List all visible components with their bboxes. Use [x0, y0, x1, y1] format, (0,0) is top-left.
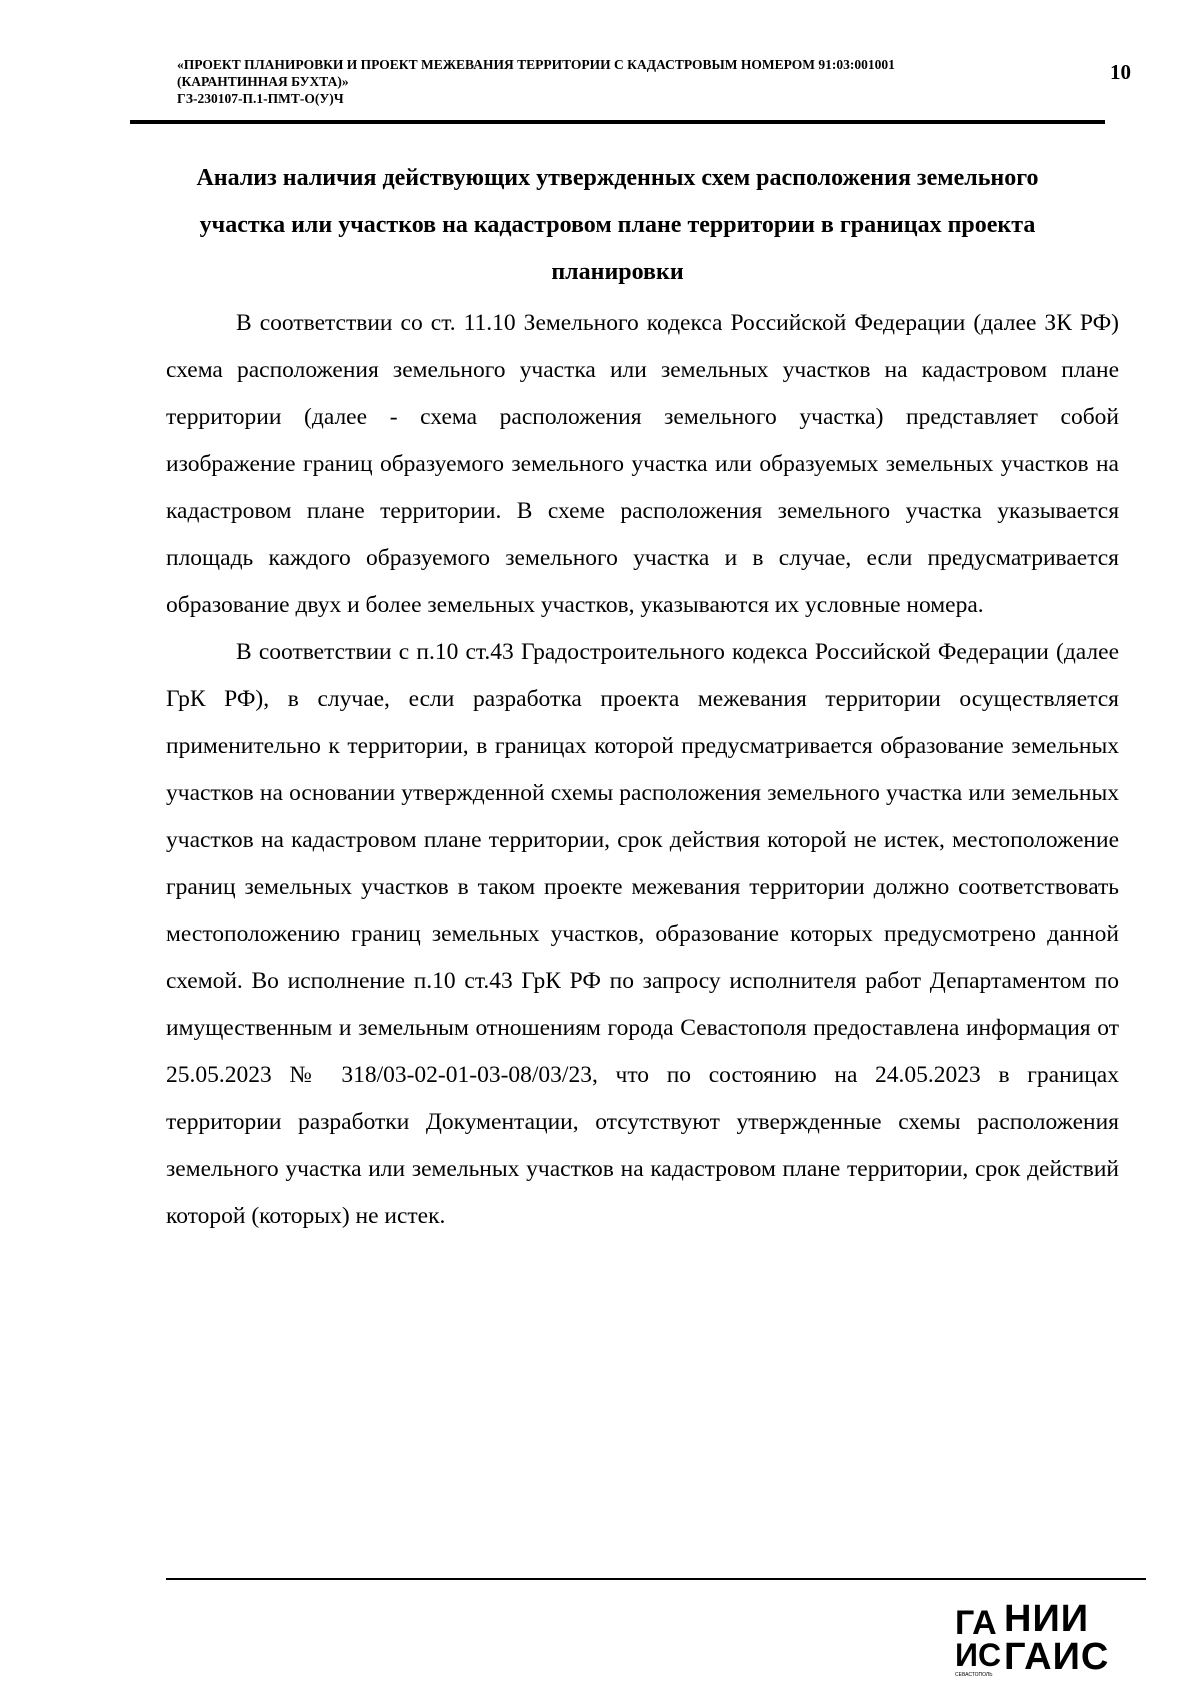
logo-text-line-1: НИИ — [1004, 1598, 1090, 1640]
document-header — [177, 56, 1077, 107]
emblem-caption: СЕВАСТОПОЛЬ — [955, 1672, 993, 1678]
emblem-top-letters: ГА — [955, 1604, 997, 1642]
nii-gais-emblem-icon — [955, 1598, 1003, 1678]
section-heading — [130, 155, 1105, 296]
header-title-line-2: (КАРАНТИННАЯ БУХТА)» — [177, 74, 349, 89]
body-text — [166, 300, 1119, 1240]
paragraph-1: В соответствии со ст. 11.10 Земельного кодекса Российской Федерации (далее ЗК РФ) схема расположения земельного участка или земельных участков на кадастровом плане территории (далее - схема расположения земельного участка) представляет собой изображение границ образуемого земельного участка или образуемых земельных участков на кадастровом плане территории. В схеме расположения земельного участка указывается площадь каждого образуемого земельного участка и в случае, если предусматривается образование двух и более земельных участков, указываются их условные номера. — [166, 310, 1119, 618]
header-document-code: ГЗ-230107-П.1-ПМТ-О(У)Ч — [177, 91, 344, 106]
section-heading-line-3: планировки — [551, 259, 684, 285]
header-title-line-1: «ПРОЕКТ ПЛАНИРОВКИ И ПРОЕКТ МЕЖЕВАНИЯ ТЕРРИТОРИИ С КАДАСТРОВЫМ НОМЕРОМ 91:03:001001 — [177, 57, 895, 72]
section-heading-line-2: участка или участков на кадастровом плане территории в границах проекта — [199, 212, 1036, 238]
header-divider — [130, 120, 1105, 124]
footer-divider — [166, 1578, 1146, 1580]
logo-text-line-2: ГАИС — [1004, 1636, 1110, 1678]
nii-gais-logo — [955, 1598, 1135, 1678]
section-heading-line-1: Анализ наличия действующих утвержденных схем расположения земельного — [196, 165, 1039, 191]
paragraph-2: В соответствии с п.10 ст.43 Градостроительного кодекса Российской Федерации (далее ГрК РФ), в случае, если разработка проекта межевания территории осуществляется применительно к территории, в границах которой предусматривается образование земельных участков на основании утвержденной схемы расположения земельного участка или земельных участков на кадастровом плане территории, срок действия которой не истек, местоположение границ земельных участков в таком проекте межевания территории должно соответствовать местоположению границ земельных участков, образование которых предусмотрено данной схемой. Во исполнение п.10 ст.43 ГрК РФ по запросу исполнителя работ Департаментом по имущественным и земельным отношениям города Севастополя предоставлена информация от 25.05.2023 № 318/03-02-01-03-08/03/23, что по состоянию на 24.05.2023 в границах территории разработки Документации, отсутствуют утвержденные схемы расположения земельного участка или земельных участков на кадастровом плане территории, срок действий которой (которых) не истек. — [166, 639, 1119, 1229]
emblem-bottom-letters: ИС — [955, 1637, 1002, 1673]
page-number: 10 — [1110, 60, 1131, 84]
